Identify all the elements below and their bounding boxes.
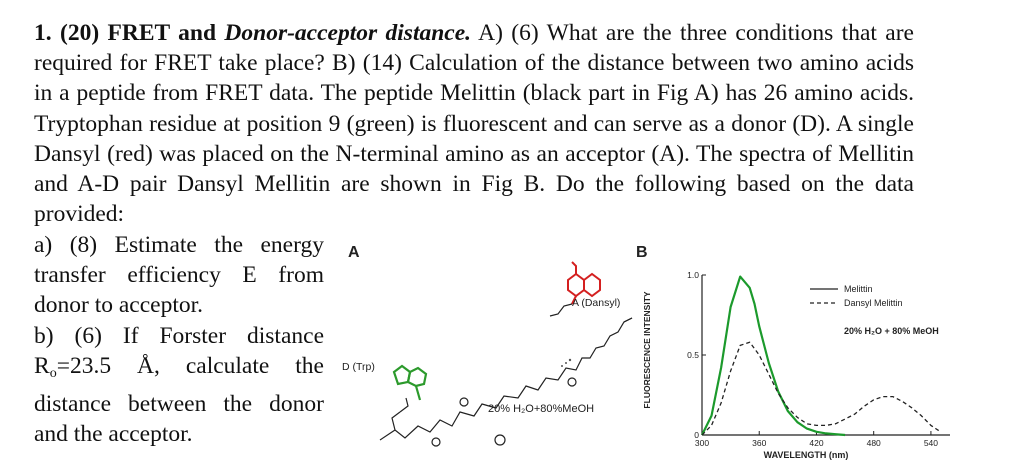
part-b-text-2: =23.5 Å, calculate the distance between the donor and the acceptor. <box>34 352 324 448</box>
legend <box>810 284 903 308</box>
legend-melittin: Melittin <box>844 284 873 294</box>
x-axis-label: WAVELENGTH (nm) <box>763 450 849 460</box>
part-a: a) (8) Estimate the energy transfer efficiency E from donor to acceptor. <box>34 232 324 319</box>
part-b <box>34 321 324 450</box>
donor-label: D (Trp) <box>342 361 375 373</box>
figure-a <box>340 240 660 465</box>
sub-questions <box>34 230 324 449</box>
question-number: 1. <box>34 20 52 46</box>
dotted-distance-indicator <box>561 359 571 367</box>
figure-b <box>636 240 960 465</box>
solvent-label: 20% H₂O+80%MeOH <box>488 403 595 415</box>
figure-b-label: B <box>636 244 648 261</box>
y-tick-label: 0.5 <box>687 350 699 360</box>
part-b-subscript: o <box>49 365 57 381</box>
chart-annotation: 20% H₂O + 80% MeOH <box>844 326 939 336</box>
question-paragraph <box>34 18 914 229</box>
x-tick-label: 360 <box>752 438 767 448</box>
part-b-text-1: b) (6) If Forster distance R <box>34 322 324 379</box>
y-tick-label: 1.0 <box>687 270 699 280</box>
x-tick-label: 480 <box>866 438 881 448</box>
y-axis-label: FLUORESCENCE INTENSITY <box>642 291 652 409</box>
legend-dansyl-melittin: Dansyl Melittin <box>844 298 903 308</box>
series-line-melittin <box>702 277 845 435</box>
x-tick-label: 420 <box>809 438 824 448</box>
question-title: FRET and <box>107 20 217 46</box>
acceptor-label: A (Dansyl) <box>572 297 621 309</box>
question-body: A) (6) What are the three conditions that are required for FRET take place? B) (14) Calculation of the distance between two amino acids in a peptide from FRET data. The peptide Melittin (black part in Fig A) has 26 amino acids. Tryptophan residue at position 9 (green) is fluorescent and can serve as a donor (D). A single Dansyl (red) was placed on the N-terminal amino as an acceptor (A). The spectra of Mellitin and A-D pair Dansyl Mellitin are shown in Fig B. Do the following based on the data provided: <box>34 20 914 228</box>
peptide-backbone <box>380 318 632 446</box>
y-tick-label: 0 <box>694 430 699 440</box>
x-tick-label: 300 <box>694 438 710 448</box>
donor-trp-structure <box>394 366 426 400</box>
series-line-dansyl-melittin <box>702 342 941 435</box>
x-tick-label: 540 <box>923 438 939 448</box>
figure-a-label: A <box>348 244 360 261</box>
chart-axes <box>687 270 950 448</box>
question-title-italic: Donor-acceptor distance. <box>224 20 472 46</box>
chart-series <box>702 277 941 435</box>
question-points: (20) <box>60 20 100 46</box>
